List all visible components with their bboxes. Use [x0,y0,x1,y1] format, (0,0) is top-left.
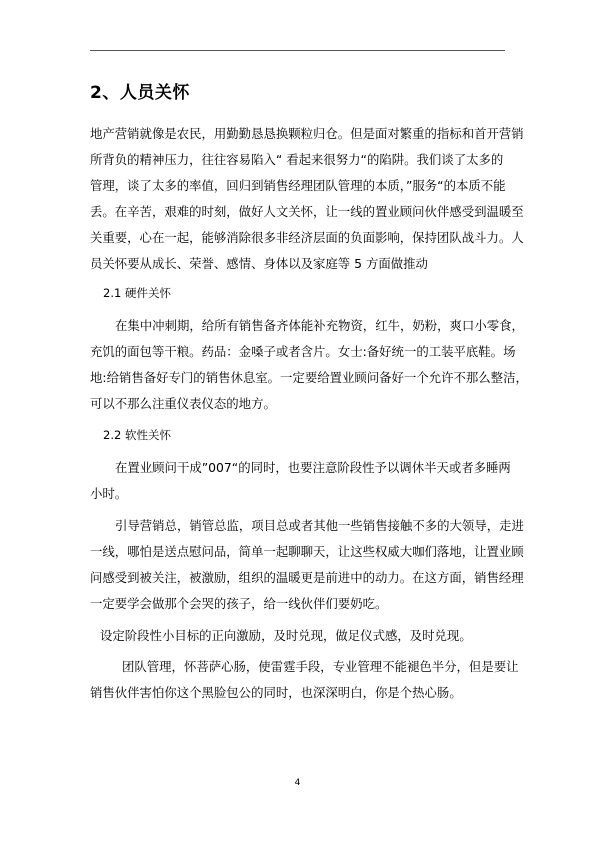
page-number: 4 [294,778,301,788]
intro-line: 丢。在辛苦，艰难的时刻，做好人文关怀，让一线的置业顾问伙伴感受到温暖至 [90,204,524,219]
hardware-line: 地:给销售备好专门的销售休息室。一定要给置业顾问备好一个允许不那么整洁， [90,370,528,385]
intro-line: 员关怀要从成长、荣誉、感情、身体以及家庭等 5 方面做推动 [90,256,428,271]
soft-para2-line: 问感受到被关注，被激励，组织的温暖更是前进中的动力。在这方面，销售经理 [90,570,524,585]
subsection-title-hardware: 2.1 硬件关怀 [103,286,171,300]
soft-para2-line: 一定要学会做那个会哭的孩子，给一线伙伴们要奶吃。 [90,596,388,611]
soft-para3: 设定阶段性小目标的正向激励，及时兑现，做足仪式感，及时兑现。 [100,628,472,643]
soft-para1-line: 在置业顾问干成”007“的同时，也要注意阶段性予以调休半天或者多睡两 [115,460,511,475]
soft-para4-line: 团队管理，怀菩萨心肠，使雷霆手段，专业管理不能褪色半分，但是要让 [122,659,519,674]
soft-para2-line: 引导营销总，销管总监，项目总或者其他一些销售接触不多的大领导，走进 [115,518,524,533]
soft-para4-line: 销售伙伴害怕你这个黑脸包公的同时，也深深明白，你是个热心肠。 [90,685,462,700]
soft-para2-line: 一线，哪怕是送点慰问品，简单一起聊聊天，让这些权威大咖们落地，让置业顾 [90,544,524,559]
hardware-line: 充饥的面包等干粮。药品：金嗓子或者含片。女士:备好统一的工装平底鞋。场 [90,344,516,359]
intro-line: 管理，谈了太多的率值，回归到销售经理团队管理的本质，”服务“的本质不能 [90,178,506,193]
intro-line: 地产营销就像是农民，用勤勤恳恳换颗粒归仓。但是面对繁重的指标和首开营销 [90,126,524,141]
soft-para1-line: 小时。 [90,486,128,501]
hardware-line: 可以不那么注重仪表仪态的地方。 [90,396,276,411]
intro-line: 关重要，心在一起，能够消除很多非经济层面的负面影响，保持团队战斗力。人 [90,230,524,245]
header-rule [90,50,505,51]
subsection-title-soft: 2.2 软性关怀 [103,428,171,442]
intro-line: 所背负的精神压力，往往容易陷入“ 看起来很努力“的陷阱。我们谈了太多的 [90,152,504,167]
section-heading: 2、人员关怀 [90,83,190,103]
hardware-line: 在集中冲刺期，给所有销售备齐体能补充物资，红牛，奶粉，爽口小零食， [115,318,524,333]
